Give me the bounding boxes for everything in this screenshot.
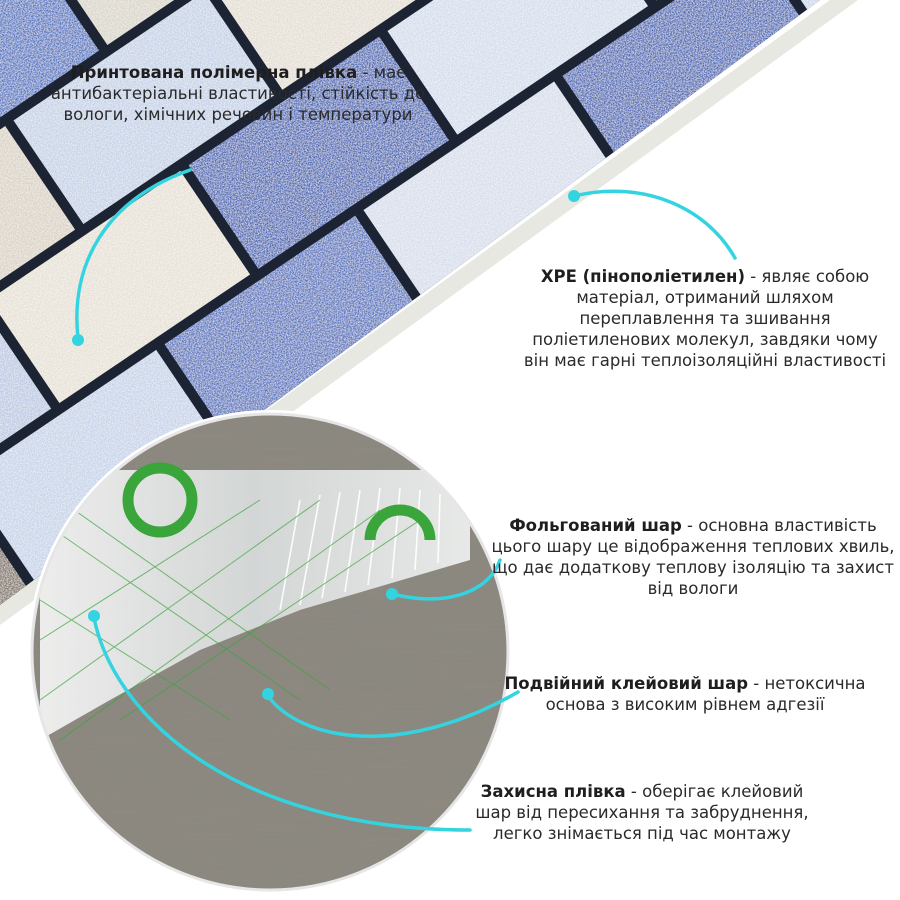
label-protective-desc: - оберігає клейовий шар від пересихання та забруднення, легко знімається під час монтажу	[475, 782, 809, 843]
label-foil-desc: - основна властивість цього шару це відображення теплових хвиль, що дає додаткову теплову ізоляцію та захист від вологи	[491, 516, 895, 598]
label-printed-film-term: Принтована полімерна плівка	[70, 63, 358, 82]
label-xpe	[520, 266, 890, 371]
pointer-dot-film	[72, 334, 84, 346]
label-foil-term: Фольгований шар	[509, 516, 682, 535]
label-adhesive-desc: - нетоксична основа з високим рівнем адгезії	[545, 674, 866, 714]
label-protective-film	[462, 781, 822, 844]
label-foil-layer	[488, 515, 898, 599]
pointer-dot-protective	[88, 610, 100, 622]
label-protective-term: Захисна плівка	[480, 782, 626, 801]
label-adhesive-layer	[495, 673, 875, 715]
pointer-dot-adhesive	[262, 688, 274, 700]
label-xpe-desc: - являє собою матеріал, отриманий шляхом переплавлення та зшивання поліетиленових молекул, завдяки чому він має гарні теплоізоляційні властивості	[523, 267, 887, 370]
label-xpe-term: XPE (пінополіетилен)	[540, 267, 745, 286]
label-printed-film	[48, 62, 428, 125]
leader-line-xpe	[574, 191, 735, 258]
pointer-dot-foil	[386, 588, 398, 600]
pointer-dot-xpe	[568, 190, 580, 202]
label-printed-film-desc: - має антибактеріальні властивості, стійкість до вологи, хімічних речовин і температури	[50, 63, 426, 124]
label-adhesive-term: Подвійний клейовий шар	[504, 674, 749, 693]
